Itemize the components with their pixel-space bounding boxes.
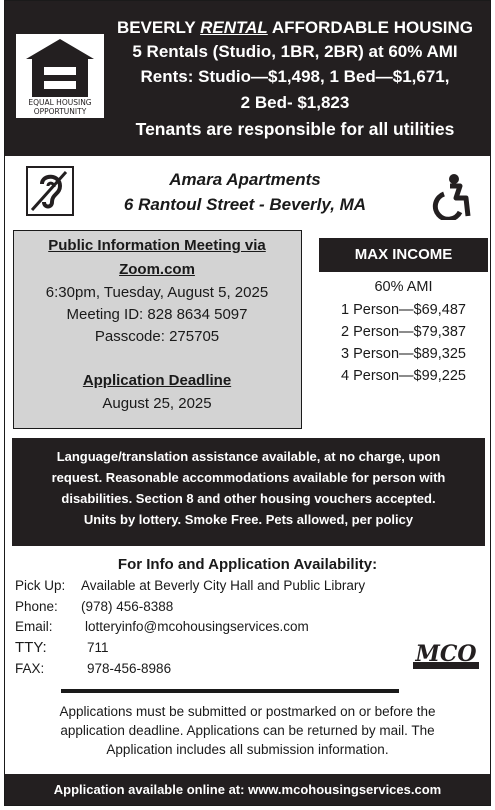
meeting-id: Meeting ID: 828 8634 5097 xyxy=(66,306,248,323)
meeting-title-1: Public Information Meeting via xyxy=(48,237,266,254)
header-rentals-line: 5 Rentals (Studio, 1BR, 2BR) at 60% AMI xyxy=(132,42,458,61)
income-row: 2 Person—$79,387 xyxy=(341,324,466,340)
eho-logo-text-1: EQUAL HOUSING xyxy=(28,98,92,107)
max-income-title: MAX INCOME xyxy=(319,238,488,272)
notice-line: disabilities. Section 8 and other housing vouchers accepted. xyxy=(61,491,436,506)
notice-line: Language/translation assistance available, at no charge, upon xyxy=(56,449,441,464)
income-ami-header: 60% AMI xyxy=(374,279,433,295)
mco-logo-text: MCO xyxy=(415,641,477,667)
phone-value[interactable]: (978) 456-8388 xyxy=(81,599,174,614)
tty-label: TTY: xyxy=(15,639,47,656)
meeting-title-2: Zoom.com xyxy=(119,261,195,278)
email-value[interactable]: lotteryinfo@mcohousingservices.com xyxy=(85,619,309,634)
footer-banner: Application available online at: www.mcohousingservices.com xyxy=(5,774,490,805)
contact-row-fax xyxy=(15,661,171,676)
notice-line: request. Reasonable accommodations available for person with xyxy=(51,470,446,485)
header-rents-line-2: 2 Bed- $1,823 xyxy=(240,93,350,112)
pickup-label: Pick Up: xyxy=(15,578,66,593)
deadline-date: August 25, 2025 xyxy=(102,395,212,412)
income-row: 4 Person—$99,225 xyxy=(341,368,466,384)
section-divider xyxy=(61,689,399,693)
contact-row-tty xyxy=(15,639,109,656)
fax-value: 978-456-8986 xyxy=(87,661,172,676)
meeting-datetime: 6:30pm, Tuesday, August 5, 2025 xyxy=(45,284,269,301)
notice-line: Units by lottery. Smoke Free. Pets allowed, per policy xyxy=(83,512,414,527)
deadline-label: Application Deadline xyxy=(82,372,232,389)
pickup-value: Available at Beverly City Hall and Public Library xyxy=(81,578,366,593)
contact-row-email xyxy=(15,619,309,634)
submission-line: application deadline. Applications can be returned by mail. The xyxy=(60,723,435,738)
assistance-notice xyxy=(12,438,485,546)
contact-row-pickup xyxy=(15,578,365,593)
hearing-assistance-icon xyxy=(26,166,74,216)
header-banner xyxy=(5,1,490,156)
flyer xyxy=(4,0,491,806)
income-row: 1 Person—$69,487 xyxy=(341,302,466,318)
contact-title: For Info and Application Availability: xyxy=(117,556,378,573)
mco-logo xyxy=(413,636,479,672)
wheelchair-accessibility-icon xyxy=(430,174,472,220)
income-row: 3 Person—$89,325 xyxy=(341,346,466,362)
email-label: Email: xyxy=(15,619,53,634)
submission-line: Applications must be submitted or postmarked on or before the xyxy=(59,704,436,719)
tty-value: 711 xyxy=(87,640,109,655)
meeting-passcode: Passcode: 275705 xyxy=(94,328,220,345)
header-rents-line: Rents: Studio—$1,498, 1 Bed—$1,671, xyxy=(140,67,450,86)
header-utilities-line: Tenants are responsible for all utilities xyxy=(135,119,455,139)
fax-label: FAX: xyxy=(15,661,45,676)
contact-row-phone xyxy=(15,599,173,614)
phone-label: Phone: xyxy=(15,599,58,614)
header-title: BEVERLY RENTAL AFFORDABLE HOUSING xyxy=(116,18,474,37)
eho-logo-text-2: OPPORTUNITY xyxy=(33,107,87,116)
property-name: Amara Apartments xyxy=(169,170,321,189)
equal-housing-opportunity-icon xyxy=(16,34,104,118)
property-address: 6 Rantoul Street - Beverly, MA xyxy=(123,195,367,214)
submission-line: Application includes all submission information. xyxy=(106,742,389,757)
zoom-meeting-box xyxy=(13,230,302,429)
